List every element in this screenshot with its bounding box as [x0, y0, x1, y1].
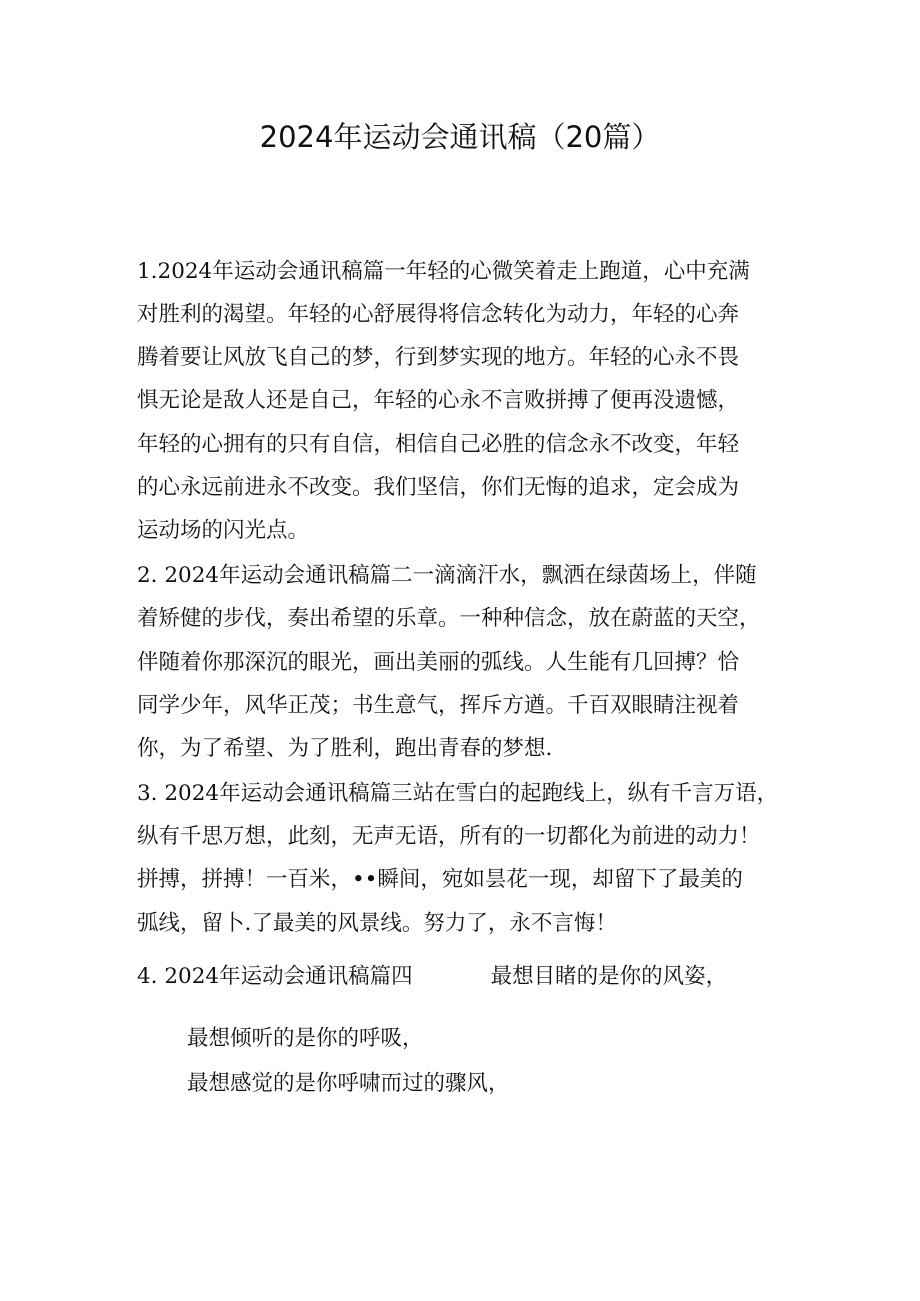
document-title: 2024年运动会通讯稿（20篇） — [259, 120, 661, 154]
paragraph-line: 运动场的闪光点。 — [137, 518, 310, 543]
paragraph-line: 2. 2024年运动会通讯稿篇二一滴滴汗水，飘洒在绿茵场上，伴随 — [137, 563, 757, 588]
section-heading: 4. 2024年运动会通讯稿篇四 — [137, 964, 413, 989]
paragraph-line: 对胜利的渴望。年轻的心舒展得将信念转化为动力，年轻的心奔 — [137, 302, 740, 327]
paragraph-line: 拼搏，拼搏！一百米，••瞬间，宛如昙花一现，却留下了最美的 — [137, 867, 743, 892]
paragraph-line: 腾着要让风放飞自己的梦，行到梦实现的地方。年轻的心永不畏 — [137, 345, 740, 370]
paragraph-line: 的心永远前进永不改变。我们坚信，你们无悔的追求，定会成为 — [137, 475, 740, 500]
paragraph-line: 着矫健的步伐，奏出希望的乐章。一种种信念，放在蔚蓝的天空， — [137, 606, 761, 631]
paragraph-line: 年轻的心拥有的只有自信，相信自己必胜的信念永不改变，年轻 — [137, 432, 740, 457]
paragraph-line: 惧无论是敌人还是自己，年轻的心永不言败拼搏了便再没遗憾， — [137, 388, 740, 413]
paragraph-line: 3. 2024年运动会通讯稿篇三站在雪白的起跑线上，纵有千言万语， — [137, 781, 779, 806]
paragraph-line: 同学少年，风华正茂；书生意气，挥斥方遒。千百双眼睛注视着 — [137, 693, 740, 718]
paragraph-line: 纵有千思万想，此刻，无声无语，所有的一切都化为前进的动力！ — [137, 824, 761, 849]
section-heading-line — [137, 959, 727, 995]
paragraph-line: 你，为了希望、为了胜利，跑出青春的梦想. — [137, 736, 553, 761]
paragraph-line: 伴随着你那深沉的眼光，画出美丽的弧线。人生能有几回搏？恰 — [137, 650, 740, 675]
paragraph-line: 1.2024年运动会通讯稿篇一年轻的心微笑着走上跑道，心中充满 — [137, 259, 750, 284]
section-heading-tail: 最想目睹的是你的风姿， — [490, 964, 728, 989]
poem-line: 最想感觉的是你呼啸而过的骤风， — [187, 1071, 510, 1096]
poem-line: 最想倾听的是你的呼吸， — [187, 1026, 424, 1051]
paragraph-line: 弧线，留卜.了最美的风景线。努力了，永不言悔！ — [137, 911, 617, 936]
